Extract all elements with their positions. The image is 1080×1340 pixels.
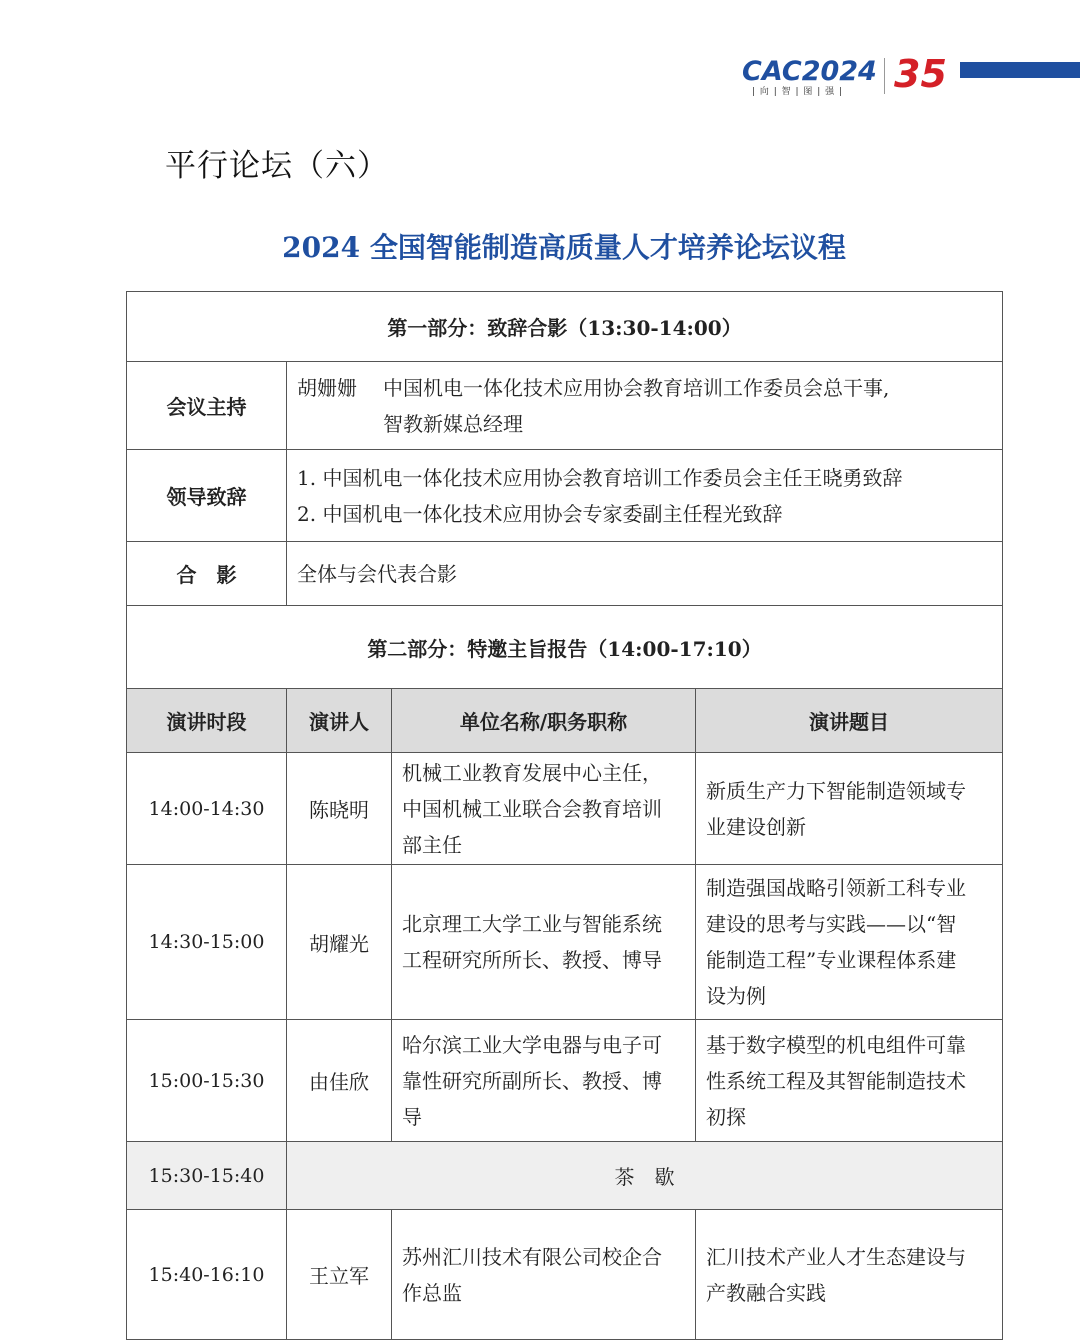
- table-row: [127, 1210, 1003, 1340]
- agenda-table: [126, 291, 1003, 1340]
- host-cell: [287, 362, 1003, 450]
- table-row: [127, 1020, 1003, 1142]
- topic-line: 汇川技术产业人才生态建设与: [706, 1244, 966, 1269]
- topic-line: 新质生产力下智能制造领域专: [706, 778, 966, 803]
- document-title: 2024 全国智能制造高质量人才培养论坛议程: [282, 231, 846, 264]
- photo-text: 全体与会代表合影: [287, 542, 1003, 606]
- speaker-name: 由佳欣: [287, 1020, 392, 1142]
- speaker-org: [392, 753, 696, 865]
- talk-time: 14:30-15:00: [127, 865, 287, 1020]
- topic-line: 性系统工程及其智能制造技术: [706, 1068, 966, 1093]
- talk-time: 14:00-14:30: [127, 753, 287, 865]
- part1-title: 第一部分：致辞合影（13:30-14:00）: [127, 292, 1003, 362]
- table-header-row: [127, 689, 1003, 753]
- break-time: 15:30-15:40: [127, 1142, 287, 1210]
- org-line: 靠性研究所副所长、教授、博: [402, 1068, 662, 1093]
- topic-line: 设为例: [706, 984, 766, 1008]
- speaker-name: 陈晓明: [287, 753, 392, 865]
- logo-divider: [884, 58, 885, 94]
- part2-title: 第二部分：特邀主旨报告（14:00-17:10）: [127, 606, 1003, 689]
- topic-line: 能制造工程”专业课程体系建: [706, 948, 957, 972]
- org-line: 作总监: [402, 1280, 462, 1305]
- part1-title-row: [127, 292, 1003, 362]
- photo-label: 合 影: [127, 542, 287, 606]
- host-name: 胡姗姗: [297, 375, 357, 400]
- org-line: 导: [402, 1104, 422, 1129]
- org-line: 苏州汇川技术有限公司校企合: [402, 1244, 662, 1269]
- header-time: 演讲时段: [127, 689, 287, 753]
- speech-cell: [287, 450, 1003, 542]
- speaker-name: 胡耀光: [287, 865, 392, 1020]
- speaker-org: [392, 865, 696, 1020]
- topic-line: 产教融合实践: [706, 1280, 826, 1305]
- break-row: [127, 1142, 1003, 1210]
- org-line: 中国机械工业联合会教育培训: [402, 796, 662, 821]
- talk-time: 15:40-16:10: [127, 1210, 287, 1340]
- org-line: 机械工业教育发展中心主任，: [402, 760, 662, 785]
- talk-time: 15:00-15:30: [127, 1020, 287, 1142]
- header-topic: 演讲题目: [696, 689, 1003, 753]
- speaker-org: [392, 1210, 696, 1340]
- cac2024-logo: [742, 52, 982, 100]
- talk-topic: [696, 865, 1003, 1020]
- topic-line: 初探: [706, 1104, 746, 1129]
- org-line: 工程研究所所长、教授、博导: [402, 948, 662, 972]
- talk-topic: [696, 1020, 1003, 1142]
- topic-line: 业建设创新: [706, 814, 806, 839]
- org-line: 部主任: [402, 832, 462, 857]
- photo-row: [127, 542, 1003, 606]
- host-row: [127, 362, 1003, 450]
- table-row: [127, 753, 1003, 865]
- header-org: 单位名称/职务职称: [392, 689, 696, 753]
- speech-label: 领导致辞: [127, 450, 287, 542]
- header-accent-bar: [960, 62, 1080, 78]
- logo-main-text: CAC2024: [742, 56, 877, 87]
- host-info-line2: 智教新媒总经理: [383, 411, 523, 436]
- break-label: 茶 歇: [287, 1142, 1003, 1210]
- topic-line: 建设的思考与实践——以“智: [706, 912, 957, 936]
- topic-line: 基于数字模型的机电组件可靠: [706, 1032, 966, 1057]
- logo-slogan: | 向 | 智 | 图 | 强 |: [752, 87, 844, 97]
- speech-row: [127, 450, 1003, 542]
- part2-title-row: [127, 606, 1003, 689]
- speaker-org: [392, 1020, 696, 1142]
- org-line: 北京理工大学工业与智能系统: [402, 912, 662, 936]
- speech-item-2: 2. 中国机电一体化技术应用协会专家委副主任程光致辞: [297, 501, 783, 526]
- speaker-name: 王立军: [287, 1210, 392, 1340]
- host-info-line1: 中国机电一体化技术应用协会教育培训工作委员会总干事,: [383, 375, 890, 400]
- table-row: [127, 865, 1003, 1020]
- host-label: 会议主持: [127, 362, 287, 450]
- topic-line: 制造强国战略引领新工科专业: [706, 876, 966, 900]
- section-title: 平行论坛（六）: [165, 148, 389, 184]
- speech-item-1: 1. 中国机电一体化技术应用协会教育培训工作委员会主任王晓勇致辞: [297, 465, 903, 490]
- talk-topic: [696, 753, 1003, 865]
- anniversary-badge: 35: [894, 52, 947, 96]
- header-speaker: 演讲人: [287, 689, 392, 753]
- talk-topic: [696, 1210, 1003, 1340]
- org-line: 哈尔滨工业大学电器与电子可: [402, 1032, 662, 1057]
